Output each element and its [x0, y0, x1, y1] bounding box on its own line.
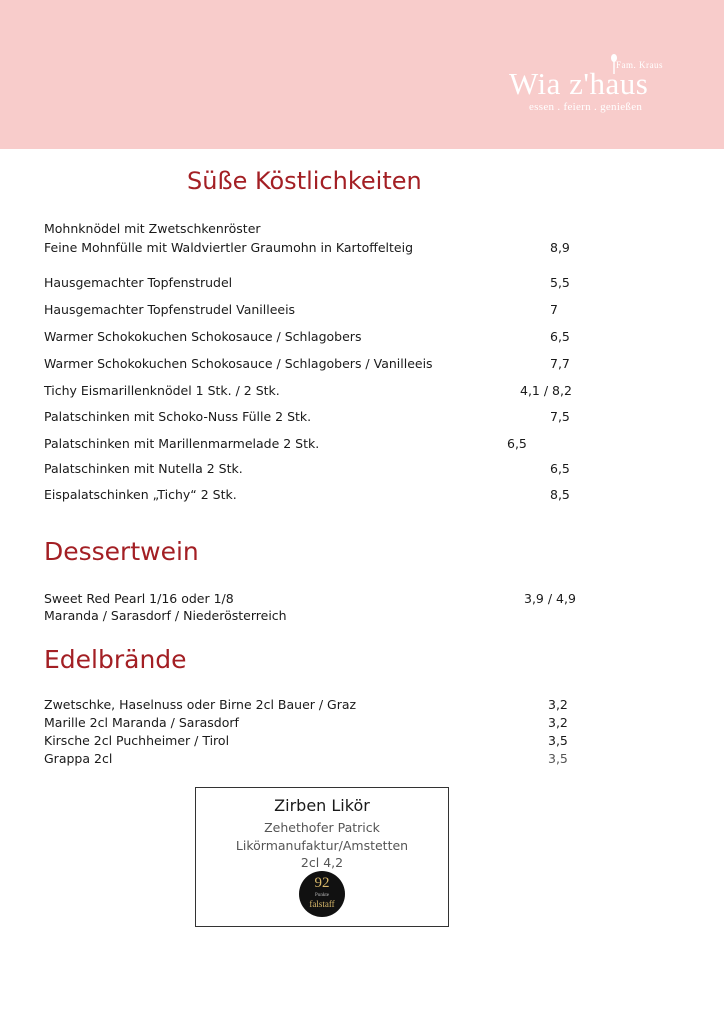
item-name: Sweet Red Pearl 1/16 oder 1/8 — [44, 591, 234, 606]
list-item — [44, 591, 584, 609]
item-name: Tichy Eismarillenknödel 1 Stk. / 2 Stk. — [44, 383, 280, 398]
header-banner — [0, 0, 724, 149]
item-price: 8,5 — [550, 487, 570, 502]
list-item — [44, 383, 584, 401]
badge-brand: falstaff — [309, 899, 335, 909]
item-name: Palatschinken mit Nutella 2 Stk. — [44, 461, 243, 476]
item-price: 3,2 — [548, 715, 568, 730]
special-offer-box — [195, 787, 449, 927]
section-title-dessertwein: Dessertwein — [44, 537, 199, 566]
item-name: Feine Mohnfülle mit Waldviertler Graumohn in Kartoffelteig — [44, 240, 414, 255]
list-item — [44, 608, 584, 626]
falstaff-badge — [299, 871, 345, 917]
brand-logo — [505, 50, 675, 120]
item-name: Hausgemachter Topfenstrudel — [44, 275, 233, 290]
item-name: Palatschinken mit Marillenmarmelade 2 Stk. — [44, 436, 320, 451]
section-title-edelbraende: Edelbrände — [44, 645, 187, 674]
list-item — [44, 240, 584, 258]
item-price: 7 — [550, 302, 558, 317]
item-price: 6,5 — [550, 329, 570, 344]
list-item — [44, 302, 584, 320]
item-price: 7,5 — [550, 409, 570, 424]
list-item — [44, 275, 584, 293]
item-name: Palatschinken mit Schoko-Nuss Fülle 2 Stk. — [44, 409, 312, 424]
item-name: Eispalatschinken „Tichy“ 2 Stk. — [44, 487, 237, 502]
item-name: Kirsche 2cl Puchheimer / Tirol — [44, 733, 230, 748]
list-item — [44, 733, 584, 751]
item-price: 3,2 — [548, 697, 568, 712]
brand-tagline: essen . feiern . genießen — [529, 101, 643, 113]
brand-family: Fam. Kraus — [616, 60, 663, 70]
item-price: 3,9 / 4,9 — [524, 591, 576, 606]
list-item — [44, 461, 584, 479]
list-item — [44, 751, 584, 769]
item-price: 4,1 / 8,2 — [520, 383, 572, 398]
list-item — [44, 697, 584, 715]
badge-label: Punkte — [315, 893, 329, 898]
special-producer: Zehethofer Patrick — [264, 820, 380, 835]
item-price: 5,5 — [550, 275, 570, 290]
item-name: Warmer Schokokuchen Schokosauce / Schlagobers — [44, 329, 362, 344]
item-price: 3,5 — [548, 751, 568, 766]
list-item — [44, 409, 584, 427]
list-item — [44, 487, 584, 505]
item-price: 6,5 — [507, 436, 527, 451]
list-item — [44, 356, 584, 374]
badge-points: 92 — [314, 875, 330, 891]
item-price: 6,5 — [550, 461, 570, 476]
list-item — [44, 715, 584, 733]
item-name: Mohnknödel mit Zwetschkenröster — [44, 221, 261, 236]
list-item — [44, 221, 584, 239]
item-price: 8,9 — [550, 240, 570, 255]
item-price: 7,7 — [550, 356, 570, 371]
special-title: Zirben Likör — [274, 796, 370, 815]
special-portion: 2cl 4,2 — [300, 855, 344, 870]
item-name: Grappa 2cl — [44, 751, 113, 766]
section-title-desserts: Süße Köstlichkeiten — [187, 167, 422, 195]
item-name: Hausgemachter Topfenstrudel Vanilleeis — [44, 302, 296, 317]
item-price: 3,5 — [548, 733, 568, 748]
item-name: Maranda / Sarasdorf / Niederösterreich — [44, 608, 287, 623]
list-item — [44, 436, 584, 454]
item-name: Marille 2cl Maranda / Sarasdorf — [44, 715, 239, 730]
brand-name: Wia z'haus — [509, 66, 649, 101]
item-name: Zwetschke, Haselnuss oder Birne 2cl Bauer / Graz — [44, 697, 357, 712]
list-item — [44, 329, 584, 347]
special-origin: Likörmanufaktur/Amstetten — [235, 838, 409, 853]
item-name: Warmer Schokokuchen Schokosauce / Schlagobers / Vanilleeis — [44, 356, 433, 371]
